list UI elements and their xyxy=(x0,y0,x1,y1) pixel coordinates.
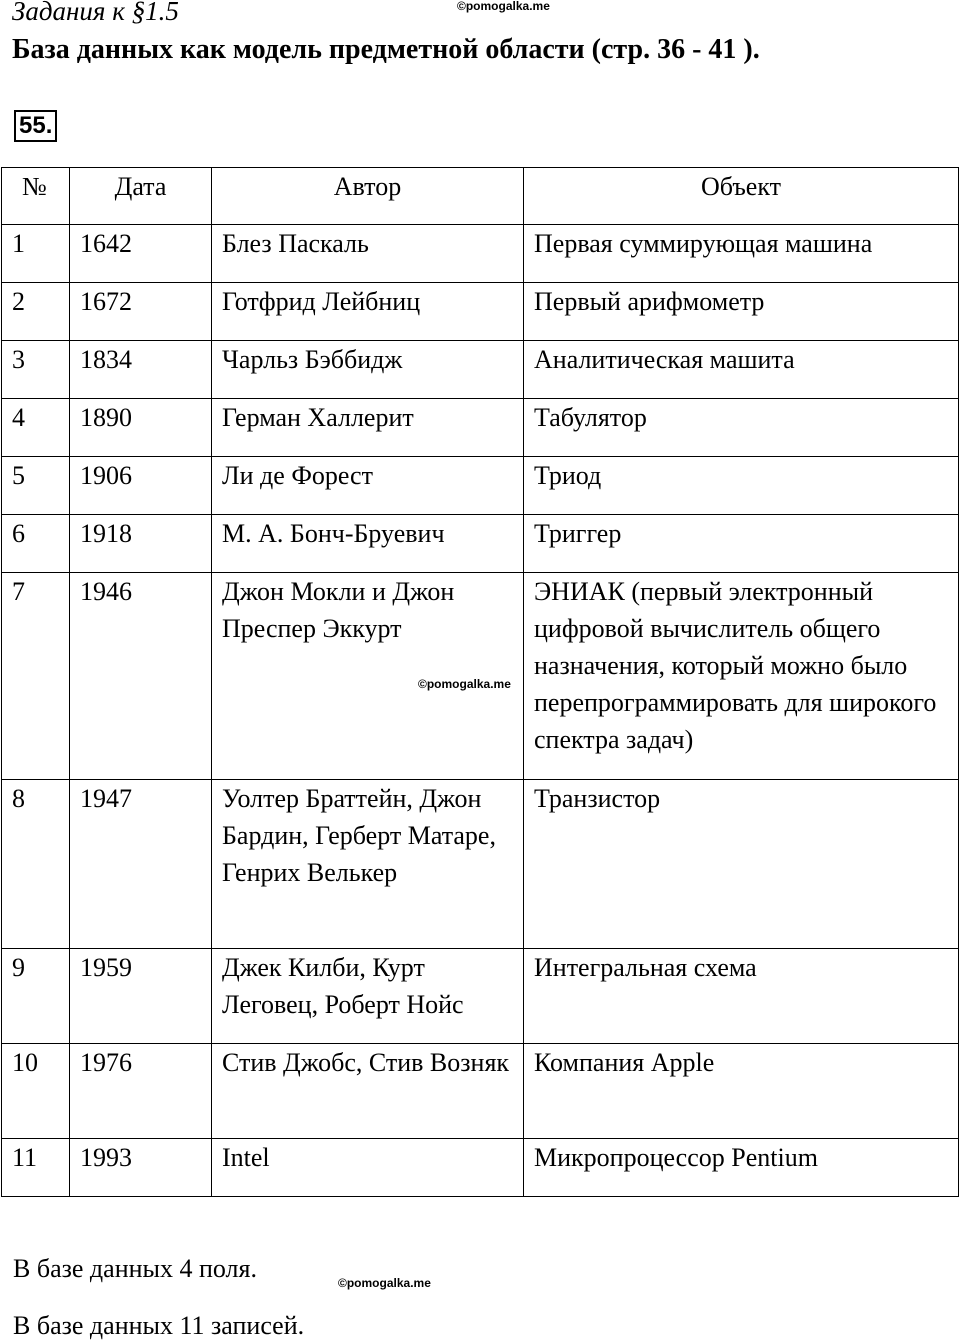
cell-number: 8 xyxy=(2,780,70,949)
cell-number: 6 xyxy=(2,515,70,573)
table-row xyxy=(2,283,959,341)
cell-object: Табулятор xyxy=(524,399,959,457)
column-header-author: Автор xyxy=(212,168,524,225)
cell-author: Intel xyxy=(212,1139,524,1197)
cell-object: Интегральная схема xyxy=(524,949,959,1044)
cell-object: Первый арифмометр xyxy=(524,283,959,341)
column-header-object: Объект xyxy=(524,168,959,225)
cell-author: Чарльз Бэббидж xyxy=(212,341,524,399)
cell-date: 1959 xyxy=(70,949,212,1044)
cell-object: Микропроцессор Pentium xyxy=(524,1139,959,1197)
cell-author: Ли де Форест xyxy=(212,457,524,515)
cell-number: 5 xyxy=(2,457,70,515)
cell-number: 4 xyxy=(2,399,70,457)
cell-date: 1946 xyxy=(70,573,212,780)
table-row xyxy=(2,780,959,949)
cell-date: 1642 xyxy=(70,225,212,283)
table-row xyxy=(2,341,959,399)
cell-author: Стив Джобс, Стив Возняк xyxy=(212,1044,524,1139)
table-row xyxy=(2,457,959,515)
cell-date: 1834 xyxy=(70,341,212,399)
cell-number: 9 xyxy=(2,949,70,1044)
cell-author: Джек Килби, Курт Леговец, Роберт Нойс xyxy=(212,949,524,1044)
cell-object: ЭНИАК (первый электронный цифровой вычислитель общего назначения, который можно было перепрограммировать для широкого спектра задач) xyxy=(524,573,959,780)
section-heading: Задания к §1.5 xyxy=(12,0,179,26)
watermark: ©pomogalka.me xyxy=(338,1276,431,1290)
cell-object: Транзистор xyxy=(524,780,959,949)
cell-object: Аналитическая машита xyxy=(524,341,959,399)
cell-author: Герман Халлерит xyxy=(212,399,524,457)
cell-date: 1993 xyxy=(70,1139,212,1197)
cell-date: 1672 xyxy=(70,283,212,341)
table-row xyxy=(2,515,959,573)
table-row xyxy=(2,1139,959,1197)
cell-date: 1918 xyxy=(70,515,212,573)
cell-author: М. А. Бонч-Бруевич xyxy=(212,515,524,573)
table-row xyxy=(2,949,959,1044)
summary-fields: В базе данных 4 поля. xyxy=(13,1254,257,1283)
cell-author: Уолтер Браттейн, Джон Бардин, Герберт Матаре, Генрих Велькер xyxy=(212,780,524,949)
cell-author: Блез Паскаль xyxy=(212,225,524,283)
table-header-row xyxy=(2,168,959,225)
cell-object: Компания Apple xyxy=(524,1044,959,1139)
column-header-date: Дата xyxy=(70,168,212,225)
table-row xyxy=(2,399,959,457)
table-row xyxy=(2,1044,959,1139)
cell-object: Первая суммирующая машина xyxy=(524,225,959,283)
cell-number: 1 xyxy=(2,225,70,283)
table-row xyxy=(2,573,959,780)
column-header-number: № xyxy=(2,168,70,225)
cell-number: 3 xyxy=(2,341,70,399)
page-title: База данных как модель предметной области (стр. 36 - 41 ). xyxy=(12,34,760,65)
cell-object: Триод xyxy=(524,457,959,515)
cell-number: 2 xyxy=(2,283,70,341)
cell-number: 11 xyxy=(2,1139,70,1197)
watermark: ©pomogalka.me xyxy=(457,0,550,13)
cell-date: 1947 xyxy=(70,780,212,949)
cell-date: 1906 xyxy=(70,457,212,515)
cell-author: Готфрид Лейбниц xyxy=(212,283,524,341)
task-number-badge: 55. xyxy=(14,110,57,142)
cell-author: Джон Мокли и Джон Преспер Эккурт xyxy=(212,573,524,780)
cell-object: Триггер xyxy=(524,515,959,573)
cell-date: 1976 xyxy=(70,1044,212,1139)
watermark: ©pomogalka.me xyxy=(418,677,511,691)
summary-records: В базе данных 11 записей. xyxy=(13,1311,305,1340)
cell-number: 7 xyxy=(2,573,70,780)
table-row xyxy=(2,225,959,283)
cell-date: 1890 xyxy=(70,399,212,457)
cell-number: 10 xyxy=(2,1044,70,1139)
